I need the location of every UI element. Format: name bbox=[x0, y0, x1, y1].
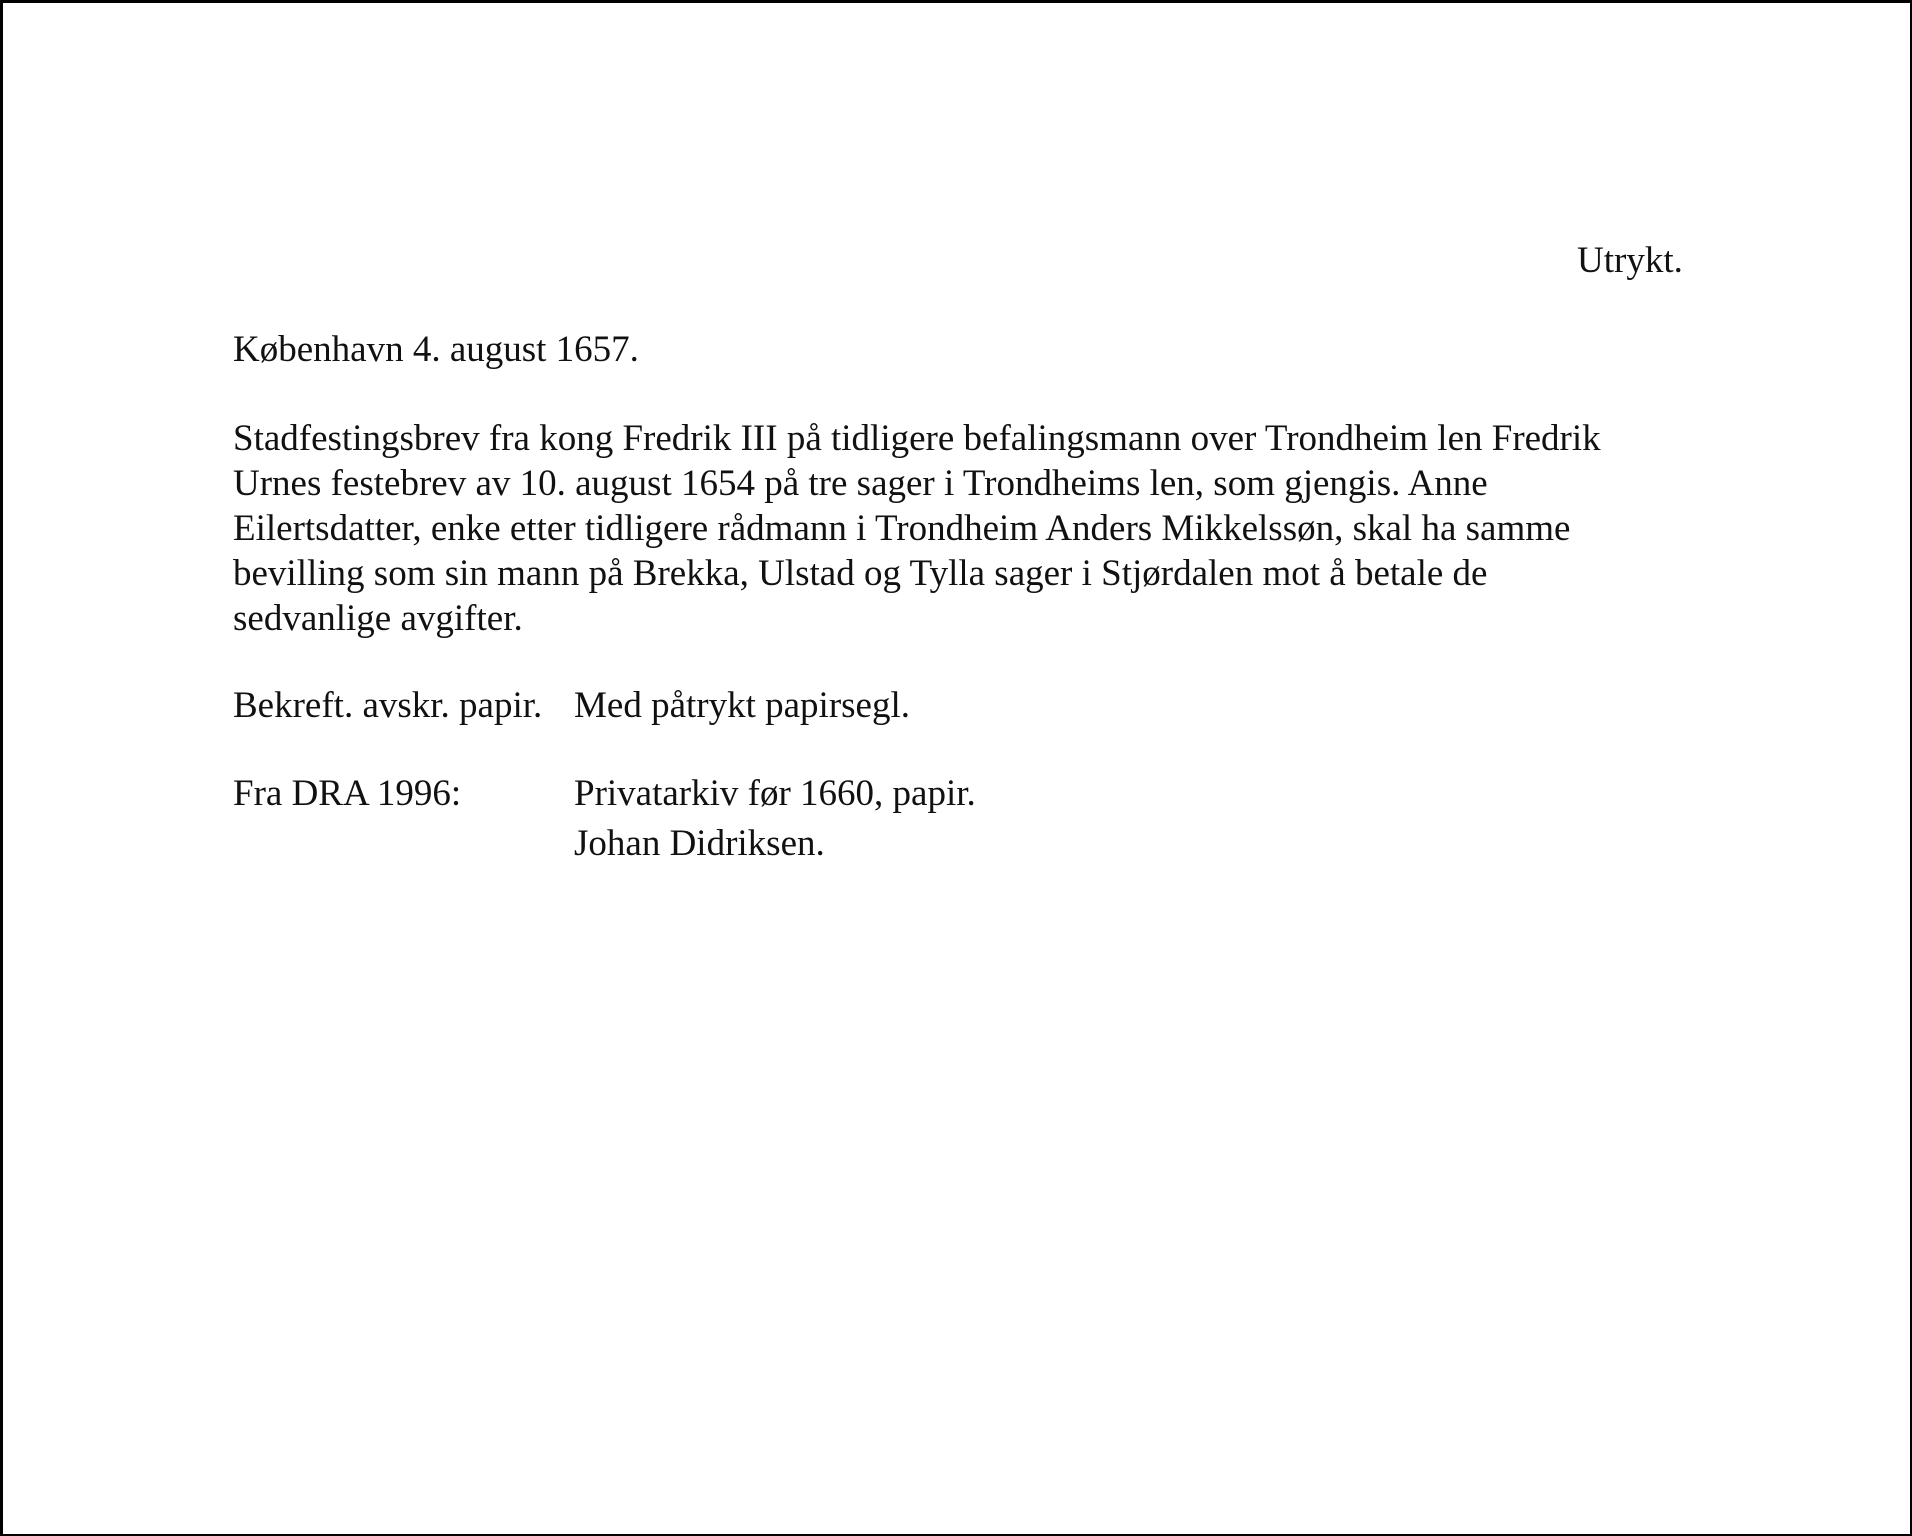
publication-status: Utrykt. bbox=[1577, 240, 1683, 281]
source-value: Med påtrykt papirsegl. bbox=[574, 685, 910, 726]
summary-line: Eilertsdatter, enke etter tidligere rådmann i Trondheim Anders Mikkelssøn, skal ha samme bbox=[233, 508, 1571, 549]
place-date: København 4. august 1657. bbox=[233, 329, 639, 370]
summary-line: sedvanlige avgifter. bbox=[233, 598, 523, 639]
archive-label: Fra DRA 1996: bbox=[233, 773, 462, 814]
summary-line: Urnes festebrev av 10. august 1654 på tre sager i Trondheims len, som gjengis. Anne bbox=[233, 463, 1488, 504]
archive-value: Privatarkiv før 1660, papir. bbox=[574, 773, 976, 814]
document-summary bbox=[233, 416, 1733, 641]
transcriber-name: Johan Didriksen. bbox=[574, 823, 825, 864]
summary-line: bevilling som sin mann på Brekka, Ulstad og Tylla sager i Stjørdalen mot å betale de bbox=[233, 553, 1488, 594]
source-label: Bekreft. avskr. papir. bbox=[233, 685, 543, 726]
summary-line: Stadfestingsbrev fra kong Fredrik III på tidligere befalingsmann over Trondheim len Fredrik bbox=[233, 418, 1601, 459]
